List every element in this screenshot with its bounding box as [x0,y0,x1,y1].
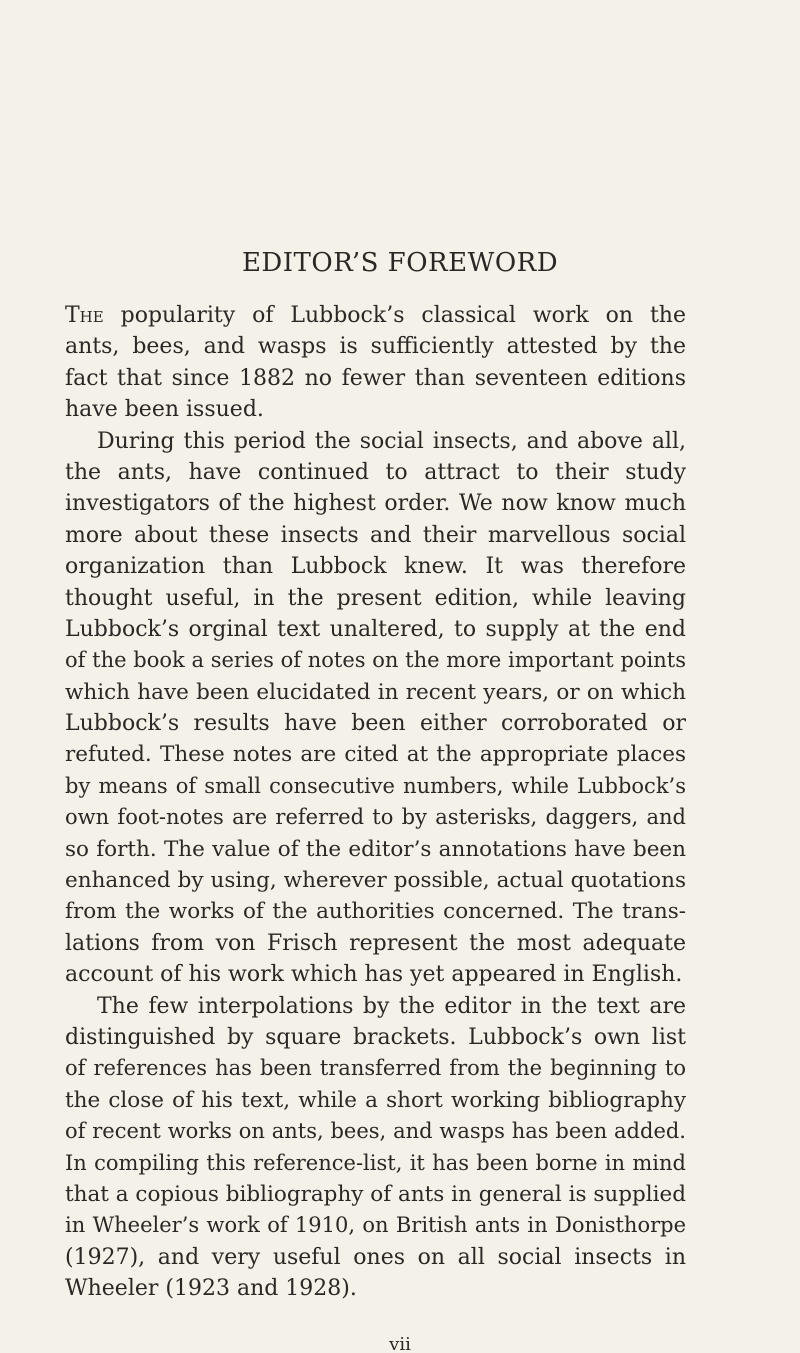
text-line: from the works of the authorities concerned. The trans- [65,899,686,925]
text-line: organization than Lubbock knew. It was therefore [65,554,686,580]
text-line: the ants, have continued to attract to their study [65,459,686,485]
text-line: investigators of the highest order. We now know much [65,491,686,517]
text-line: which have been elucidated in recent years, or on which [65,679,686,705]
text-line: ants, bees, and wasps is sufficiently attested by the [65,334,686,360]
text-line: account of his work which has yet appeared in English. [65,962,683,988]
text-line: that a copious bibliography of ants in general is supplied [65,1181,686,1207]
text-line: distinguished by square brackets. Lubbock’s own list [65,1024,686,1050]
text-line: by means of small consecutive numbers, while Lubbock’s [65,773,686,798]
text-line: have been issued. [65,397,264,423]
text-line: Lubbock’s results have been either corroborated or [65,711,686,737]
text-line: fact that since 1882 no fewer than seventeen editions [65,365,686,391]
text-line: of recent works on ants, bees, and wasps has been added. [65,1119,686,1144]
text-line: Wheeler (1923 and 1928). [65,1276,357,1302]
text-line: of the book a series of notes on the more important points [65,648,686,673]
text-line: (1927), and very useful ones on all social insects in [65,1244,686,1270]
text-line: The few interpolations by the editor in the text are [97,993,686,1019]
text-line: of references has been transferred from the beginning to [65,1056,686,1081]
opening-word: The [65,303,104,328]
text-line: In compiling this reference-list, it has been borne in mind [65,1150,686,1175]
page-number: vii [389,1337,411,1353]
text-line: more about these insects and their marvellous social [65,522,686,548]
text-line: refuted. These notes are cited at the appropriate places [65,742,686,768]
foreword-body [65,300,686,1305]
text-line: Lubbock’s orginal text unaltered, to supply at the end [65,616,686,642]
text-line: lations from von Frisch represent the most adequate [65,930,686,956]
text-line: enhanced by using, wherever possible, actual quotations [65,868,686,894]
page-title: EDITOR’S FOREWORD [241,248,559,278]
text-line: During this period the social insects, and above all, [97,428,686,454]
text-line: own foot-notes are referred to by asterisks, daggers, and [65,805,686,830]
text-line: The popularity of Lubbock’s classical work on the [65,303,686,328]
text-line: the close of his text, while a short working bibliography [65,1087,686,1113]
text-line: thought useful, in the present edition, while leaving [65,585,686,611]
text-line: in Wheeler’s work of 1910, on British ants in Donisthorpe [65,1213,686,1238]
text-line: so forth. The value of the editor’s annotations have been [65,836,686,862]
